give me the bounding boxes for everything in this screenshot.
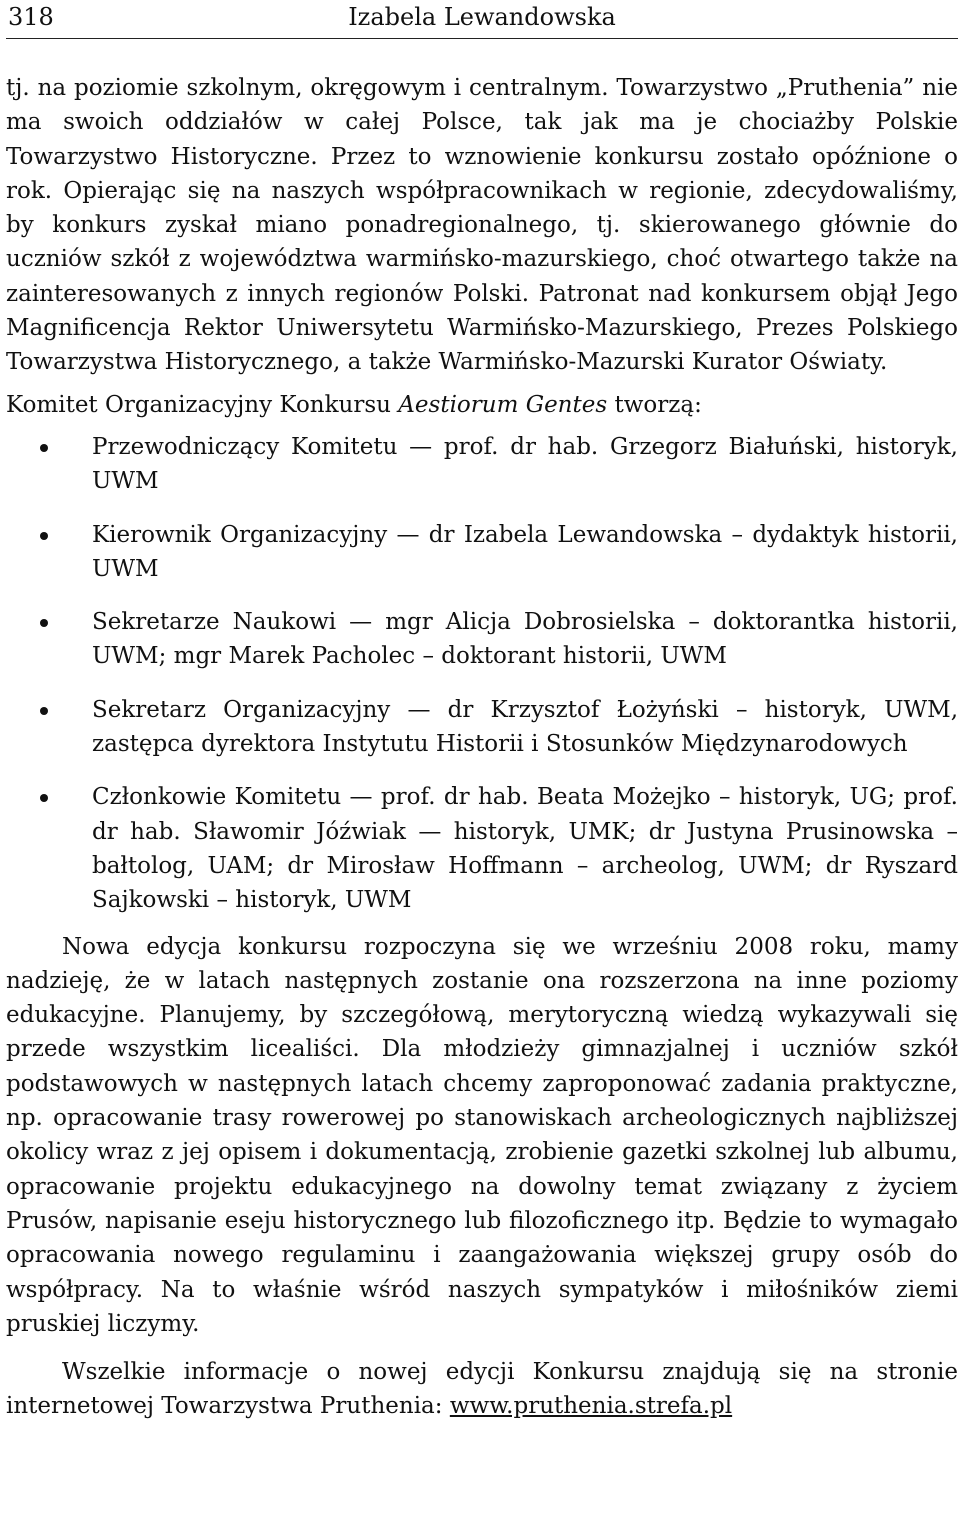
committee-intro: [6, 388, 958, 422]
committee-item-chair: Przewodniczący Komitetu — prof. dr hab. Grzegorz Białuński, historyk, UWM: [6, 430, 958, 499]
paragraph-new-edition: Nowa edycja konkursu rozpoczyna się we wrześniu 2008 roku, mamy nadzieję, że w latach następnych zostanie ona rozszerzona na inne poziomy edukacyjne. Planujemy, by szczegółową, merytoryczną wiedzą wykazywali się przede wszystkim licealiści. Dla młodzieży gimnazjalnej i uczniów szkół podstawowych w następnych latach chcemy zaproponować zadania praktyczne, np. opracowanie trasy rowerowej po stanowiskach archeologicznych najbliższej okolicy wraz z jej opisem i dokumentacją, zrobienie gazetki szkolnej lub albumu, opracowanie projektu edukacyjnego na dowolny temat związany z życiem Prusów, napisanie eseju historycznego lub filozoficznego itp. Będzie to wymagało opracowania nowego regulaminu i zaangażowania większej grupy osób do współpracy. Na to właśnie wśród naszych sympatyków i miłośników ziemi pruskiej liczymy.: [6, 933, 958, 1337]
competition-name: Aestiorum Gentes: [398, 391, 608, 418]
committee-item-members: Członkowie Komitetu — prof. dr hab. Beata Możejko – historyk, UG; prof. dr hab. Sławomir Jóźwiak — historyk, UMK; dr Justyna Prusinowska – bałtolog, UAM; dr Mirosław Hoffmann – archeolog, UWM; dr Ryszard Sajkowski – historyk, UWM: [6, 780, 958, 917]
paragraph-competition-scope: tj. na poziomie szkolnym, okręgowym i centralnym. Towarzystwo „Pruthenia” nie ma swoich oddziałów w całej Polsce, tak jak ma je chociażby Polskie Towarzystwo Historyczne. Przez to wznowienie konkursu zostało opóźnione o rok. Opierając się na naszych współpracownikach w regionie, zdecydowaliśmy, by konkurs zyskał miano ponadregionalnego, tj. skierowanego głównie do uczniów szkół z województwa warmińsko-mazurskiego, choć otwartego także na zainteresowanych z innych regionów Polski. Patronat nad konkursem objął Jego Magnificencja Rektor Uniwersytetu Warmińsko-Mazurskiego, Prezes Polskiego Towarzystwa Historycznego, a także Warmińsko-Mazurski Kurator Oświaty.: [6, 75, 958, 376]
article-body: [6, 71, 958, 1424]
page-number: 318: [8, 3, 54, 31]
committee-intro-suffix: tworzą:: [607, 391, 702, 418]
paragraph-information: [6, 1355, 958, 1424]
page: [6, 0, 958, 1424]
running-header: [6, 0, 958, 39]
website-link[interactable]: www.pruthenia.strefa.pl: [449, 1393, 733, 1420]
committee-intro-prefix: Komitet Organizacyjny Konkursu: [6, 391, 399, 418]
committee-item-scientific-secretaries: Sekretarze Naukowi — mgr Alicja Dobrosielska – doktorantka historii, UWM; mgr Marek Pacholec – doktorant historii, UWM: [6, 605, 958, 674]
running-author: Izabela Lewandowska: [348, 3, 616, 31]
committee-item-organizer: Kierownik Organizacyjny — dr Izabela Lewandowska – dydaktyk historii, UWM: [6, 518, 958, 587]
committee-list: [6, 430, 958, 918]
committee-item-organizational-secretary: Sekretarz Organizacyjny — dr Krzysztof Łożyński – historyk, UWM, zastępca dyrektora Instytutu Historii i Stosunków Międzynarodowych: [6, 693, 958, 762]
information-text: Wszelkie informacje o nowej edycji Konkursu znajdują się na stronie internetowej Towarzystwa Pruthenia:: [6, 1359, 958, 1420]
